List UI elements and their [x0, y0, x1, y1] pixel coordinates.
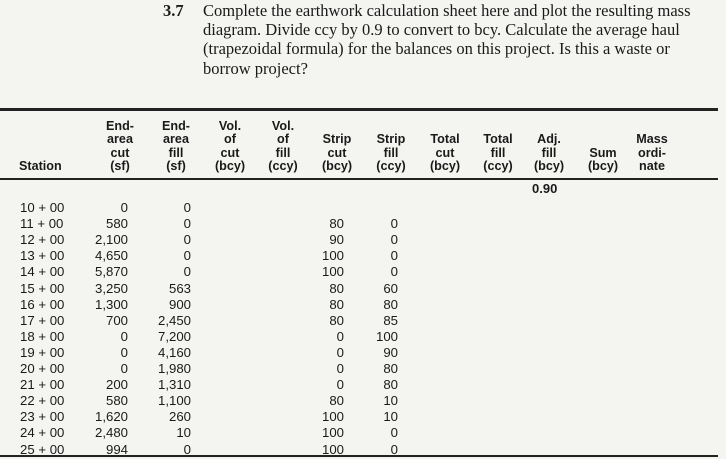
column-header-line: of	[277, 132, 289, 147]
fill-cell: 0	[183, 216, 191, 232]
cut-cell: 994	[105, 441, 128, 457]
column-header-line: fill	[490, 145, 506, 160]
column-header-line: cut	[110, 145, 130, 160]
column-header-line: Mass	[636, 132, 668, 147]
fill-cell: 1,980	[157, 361, 191, 376]
column-header-line: Strip	[376, 132, 406, 147]
column-header-line: Vol.	[271, 118, 295, 133]
problem-text	[203, 1, 703, 78]
strip-cut-cell: 80	[329, 312, 344, 328]
column-header	[88, 112, 152, 174]
problem-line: diagram. Divide ccy by 0.9 to convert to bcy. Calculate the average haul	[203, 20, 680, 40]
strip-fill-cell: 100	[375, 328, 398, 344]
column-header-line: (sf)	[166, 159, 186, 174]
cut-cell: 2,480	[94, 425, 128, 441]
station-cell: 17 + 00	[20, 312, 65, 328]
column-header-line: fill	[541, 145, 557, 160]
cut-cell: 580	[105, 216, 128, 232]
strip-cut-cell: 100	[321, 441, 344, 457]
problem-line: borrow project?	[203, 58, 308, 78]
column-header-line: (bcy)	[321, 159, 353, 174]
strip-fill-cell: 85	[383, 312, 398, 328]
strip-cut-cell: 0	[336, 344, 344, 360]
fill-cell: 0	[183, 232, 191, 248]
adj-factor: 0.90	[532, 181, 558, 196]
column-header-line: ordi-	[638, 145, 666, 160]
station-cell: 18 + 00	[20, 328, 65, 344]
fill-cell: 900	[168, 296, 191, 312]
station-cell: 22 + 00	[20, 393, 65, 409]
strip-cut-cell: 100	[321, 248, 344, 264]
cut-cell: 0	[120, 200, 128, 215]
column-header	[620, 112, 684, 174]
strip-cut-cell: 90	[329, 232, 344, 248]
fill-cell: 0	[183, 248, 191, 264]
column-header-line: Total	[483, 132, 513, 147]
strip-fill-cell: 60	[383, 280, 398, 296]
strip-cut-cell: 0	[336, 377, 344, 393]
column-header-line: (bcy)	[214, 159, 246, 174]
fill-cell: 260	[168, 409, 191, 425]
strip-cut-cell: 100	[321, 425, 344, 441]
strip-fill-cell: 0	[390, 425, 398, 441]
station-cell: 14 + 00	[20, 264, 65, 280]
cut-cell: 700	[105, 312, 128, 328]
strip-cut-cell: 80	[329, 393, 344, 409]
column-header-line: area	[107, 132, 133, 147]
fill-cell: 4,160	[157, 344, 191, 360]
cut-cell: 5,870	[94, 264, 128, 280]
header-bottom-rule	[0, 178, 718, 180]
station-cell: 12 + 00	[20, 232, 65, 248]
column-header-line: Strip	[322, 132, 352, 147]
fill-cell: 1,310	[157, 377, 191, 393]
problem-statement	[163, 1, 703, 78]
strip-cut-cell: 0	[336, 328, 344, 344]
cut-cell: 0	[120, 361, 128, 376]
column-header-line: (bcy)	[533, 159, 565, 174]
cut-cell: 1,300	[94, 296, 128, 312]
column-header-line: Adj.	[537, 132, 561, 147]
station-cell: 21 + 00	[20, 377, 65, 393]
fill-cell: 0	[183, 200, 191, 215]
column-header-line: Total	[430, 132, 460, 147]
column-header-line: fill	[383, 145, 399, 160]
station-cell: 13 + 00	[20, 248, 65, 264]
cut-cell: 4,650	[94, 248, 128, 264]
strip-cut-cell: 80	[329, 216, 344, 232]
fill-cell: 0	[183, 264, 191, 280]
strip-fill-cell: 0	[390, 264, 398, 280]
column-header-line: fill	[168, 145, 184, 160]
cut-cell: 0	[120, 344, 128, 360]
cut-cell: 580	[105, 393, 128, 409]
problem-line: (trapezoidal formula) for the balances on this project. Is this a waste or	[203, 39, 670, 59]
strip-cut-cell: 100	[321, 264, 344, 280]
column-header-line: Station	[19, 159, 62, 174]
column-header-line: nate	[639, 159, 665, 174]
column-header-line: End-	[162, 118, 190, 133]
column-header	[19, 112, 83, 174]
column-header-line: area	[163, 132, 189, 147]
cut-cell: 200	[105, 377, 128, 393]
column-header-line: of	[224, 132, 236, 147]
strip-fill-cell: 0	[390, 232, 398, 248]
cut-cell: 0	[120, 328, 128, 344]
problem-number: 3.7	[163, 1, 184, 20]
station-cell: 20 + 00	[20, 361, 65, 376]
column-header-line: Vol.	[218, 118, 242, 133]
station-cell: 15 + 00	[20, 280, 65, 296]
cut-cell: 1,620	[94, 409, 128, 425]
column-header-line: (bcy)	[429, 159, 461, 174]
problem-line: Complete the earthwork calculation sheet here and plot the resulting mass	[203, 1, 691, 20]
strip-cut-cell: 80	[329, 296, 344, 312]
strip-fill-cell: 80	[383, 361, 398, 376]
strip-cut-cell: 80	[329, 280, 344, 296]
station-cell: 16 + 00	[20, 296, 65, 312]
strip-fill-cell: 0	[390, 441, 398, 457]
strip-fill-cell: 80	[383, 296, 398, 312]
station-cell: 25 + 00	[20, 441, 65, 457]
fill-cell: 2,450	[157, 312, 191, 328]
column-header-line: Sum	[589, 145, 617, 160]
station-cell: 19 + 00	[20, 344, 65, 360]
station-cell: 10 + 00	[20, 200, 65, 215]
strip-fill-cell: 80	[383, 377, 398, 393]
column-header-line: (bcy)	[587, 159, 619, 174]
fill-cell: 7,200	[157, 328, 191, 344]
cut-cell: 2,100	[94, 232, 128, 248]
table-top-rule	[0, 108, 718, 111]
strip-cut-cell: 100	[321, 409, 344, 425]
cut-cell: 3,250	[94, 280, 128, 296]
column-header-line: (ccy)	[483, 159, 513, 174]
strip-cut-cell: 0	[336, 361, 344, 376]
strip-fill-cell: 0	[390, 216, 398, 232]
fill-cell: 1,100	[157, 393, 191, 409]
strip-fill-cell: 0	[390, 248, 398, 264]
fill-cell: 0	[183, 441, 191, 457]
strip-fill-cell: 90	[383, 344, 398, 360]
station-cell: 23 + 00	[20, 409, 65, 425]
column-header-line: (ccy)	[376, 159, 406, 174]
column-header-line: (ccy)	[268, 159, 298, 174]
fill-cell: 10	[176, 425, 191, 441]
column-header-line: cut	[435, 145, 455, 160]
station-cell: 24 + 00	[20, 425, 65, 441]
column-header-line: cut	[220, 145, 240, 160]
fill-cell: 563	[168, 280, 191, 296]
station-cell: 11 + 00	[20, 216, 64, 232]
column-header-line: fill	[275, 145, 291, 160]
strip-fill-cell: 10	[383, 409, 398, 425]
column-header-line: cut	[327, 145, 347, 160]
strip-fill-cell: 10	[383, 393, 398, 409]
column-header-line: End-	[106, 118, 134, 133]
column-header-line: (sf)	[110, 159, 130, 174]
